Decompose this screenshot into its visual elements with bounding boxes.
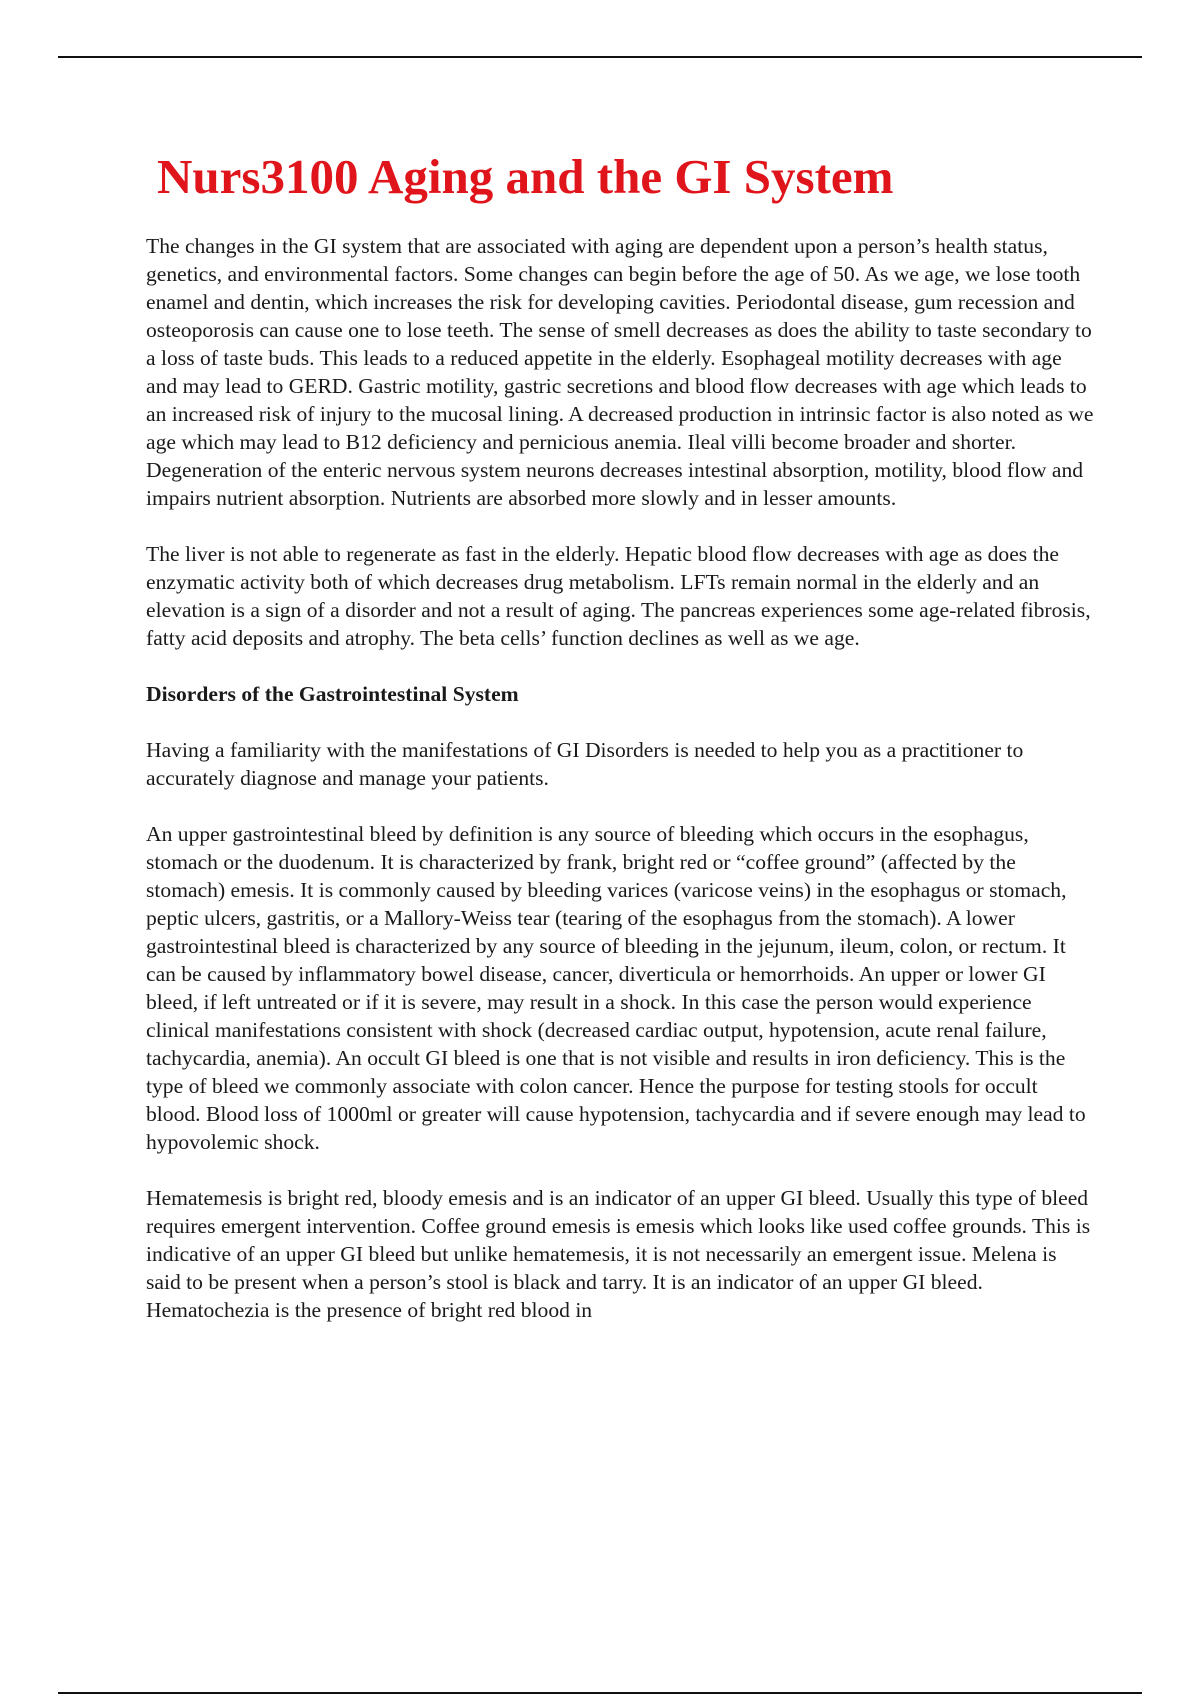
paragraph-liver-pancreas: The liver is not able to regenerate as fast in the elderly. Hepatic blood flow decreases with age as does the enzymatic activity both of which decreases drug metabolism. LFTs remain normal in the elderly and an elevation is a sign of a disorder and not a result of aging. The pancreas experiences some age-related fibrosis, fatty acid deposits and atrophy. The beta cells’ function declines as well as we age. <box>146 542 1091 650</box>
paragraph-gi-bleed: An upper gastrointestinal bleed by definition is any source of bleeding which occurs in the esophagus, stomach or the duodenum. It is characterized by frank, bright red or “coffee ground” (affected by the stomach) emesis. It is commonly caused by bleeding varices (varicose veins) in the esophagus or stomach, peptic ulcers, gastritis, or a Mallory-Weiss tear (tearing of the esophagus from the stomach). A lower gastrointestinal bleed is characterized by any source of bleeding in the jejunum, ileum, colon, or rectum. It can be caused by inflammatory bowel disease, cancer, diverticula or hemorrhoids. An upper or lower GI bleed, if left untreated or if it is severe, may result in a shock. In this case the person would experience clinical manifestations consistent with shock (decreased cardiac output, hypotension, acute renal failure, tachycardia, anemia). An occult GI bleed is one that is not visible and results in iron deficiency. This is the type of bleed we commonly associate with colon cancer. Hence the purpose for testing stools for occult blood. Blood loss of 1000ml or greater will cause hypotension, tachycardia and if severe enough may lead to hypovolemic shock. <box>146 822 1086 1154</box>
section-heading: Disorders of the Gastrointestinal System <box>146 682 519 706</box>
bottom-divider <box>58 1692 1142 1694</box>
top-divider <box>58 56 1142 58</box>
paragraph-gi-familiarity: Having a familiarity with the manifestations of GI Disorders is needed to help you as a practitioner to accurately diagnose and manage your patients. <box>146 738 1024 790</box>
paragraph-aging-gi-changes: The changes in the GI system that are associated with aging are dependent upon a person’s health status, genetics, and environmental factors. Some changes can begin before the age of 50. As we age, we lose tooth enamel and dentin, which increases the risk for developing cavities. Periodontal disease, gum recession and osteoporosis can cause one to lose teeth. The sense of smell decreases as does the ability to taste secondary to a loss of taste buds. This leads to a reduced appetite in the elderly. Esophageal motility decreases with age and may lead to GERD. Gastric motility, gastric secretions and blood flow decreases with age which leads to an increased risk of injury to the mucosal lining. A decreased production in intrinsic factor is also noted as we age which may lead to B12 deficiency and pernicious anemia. Ileal villi become broader and shorter. Degeneration of the enteric nervous system neurons decreases intestinal absorption, motility, blood flow and impairs nutrient absorption. Nutrients are absorbed more slowly and in lesser amounts. <box>146 234 1094 510</box>
paragraph-hematemesis: Hematemesis is bright red, bloody emesis and is an indicator of an upper GI bleed. Usually this type of bleed requires emergent intervention. Coffee ground emesis is emesis which looks like used coffee grounds. This is indicative of an upper GI bleed but unlike hematemesis, it is not necessarily an emergent issue. Melena is said to be present when a person’s stool is black and tarry. It is an indicator of an upper GI bleed. Hematochezia is the presence of bright red blood in <box>146 1186 1091 1322</box>
page-title: Nurs3100 Aging and the GI System <box>157 149 894 204</box>
document-body <box>146 232 1096 1352</box>
